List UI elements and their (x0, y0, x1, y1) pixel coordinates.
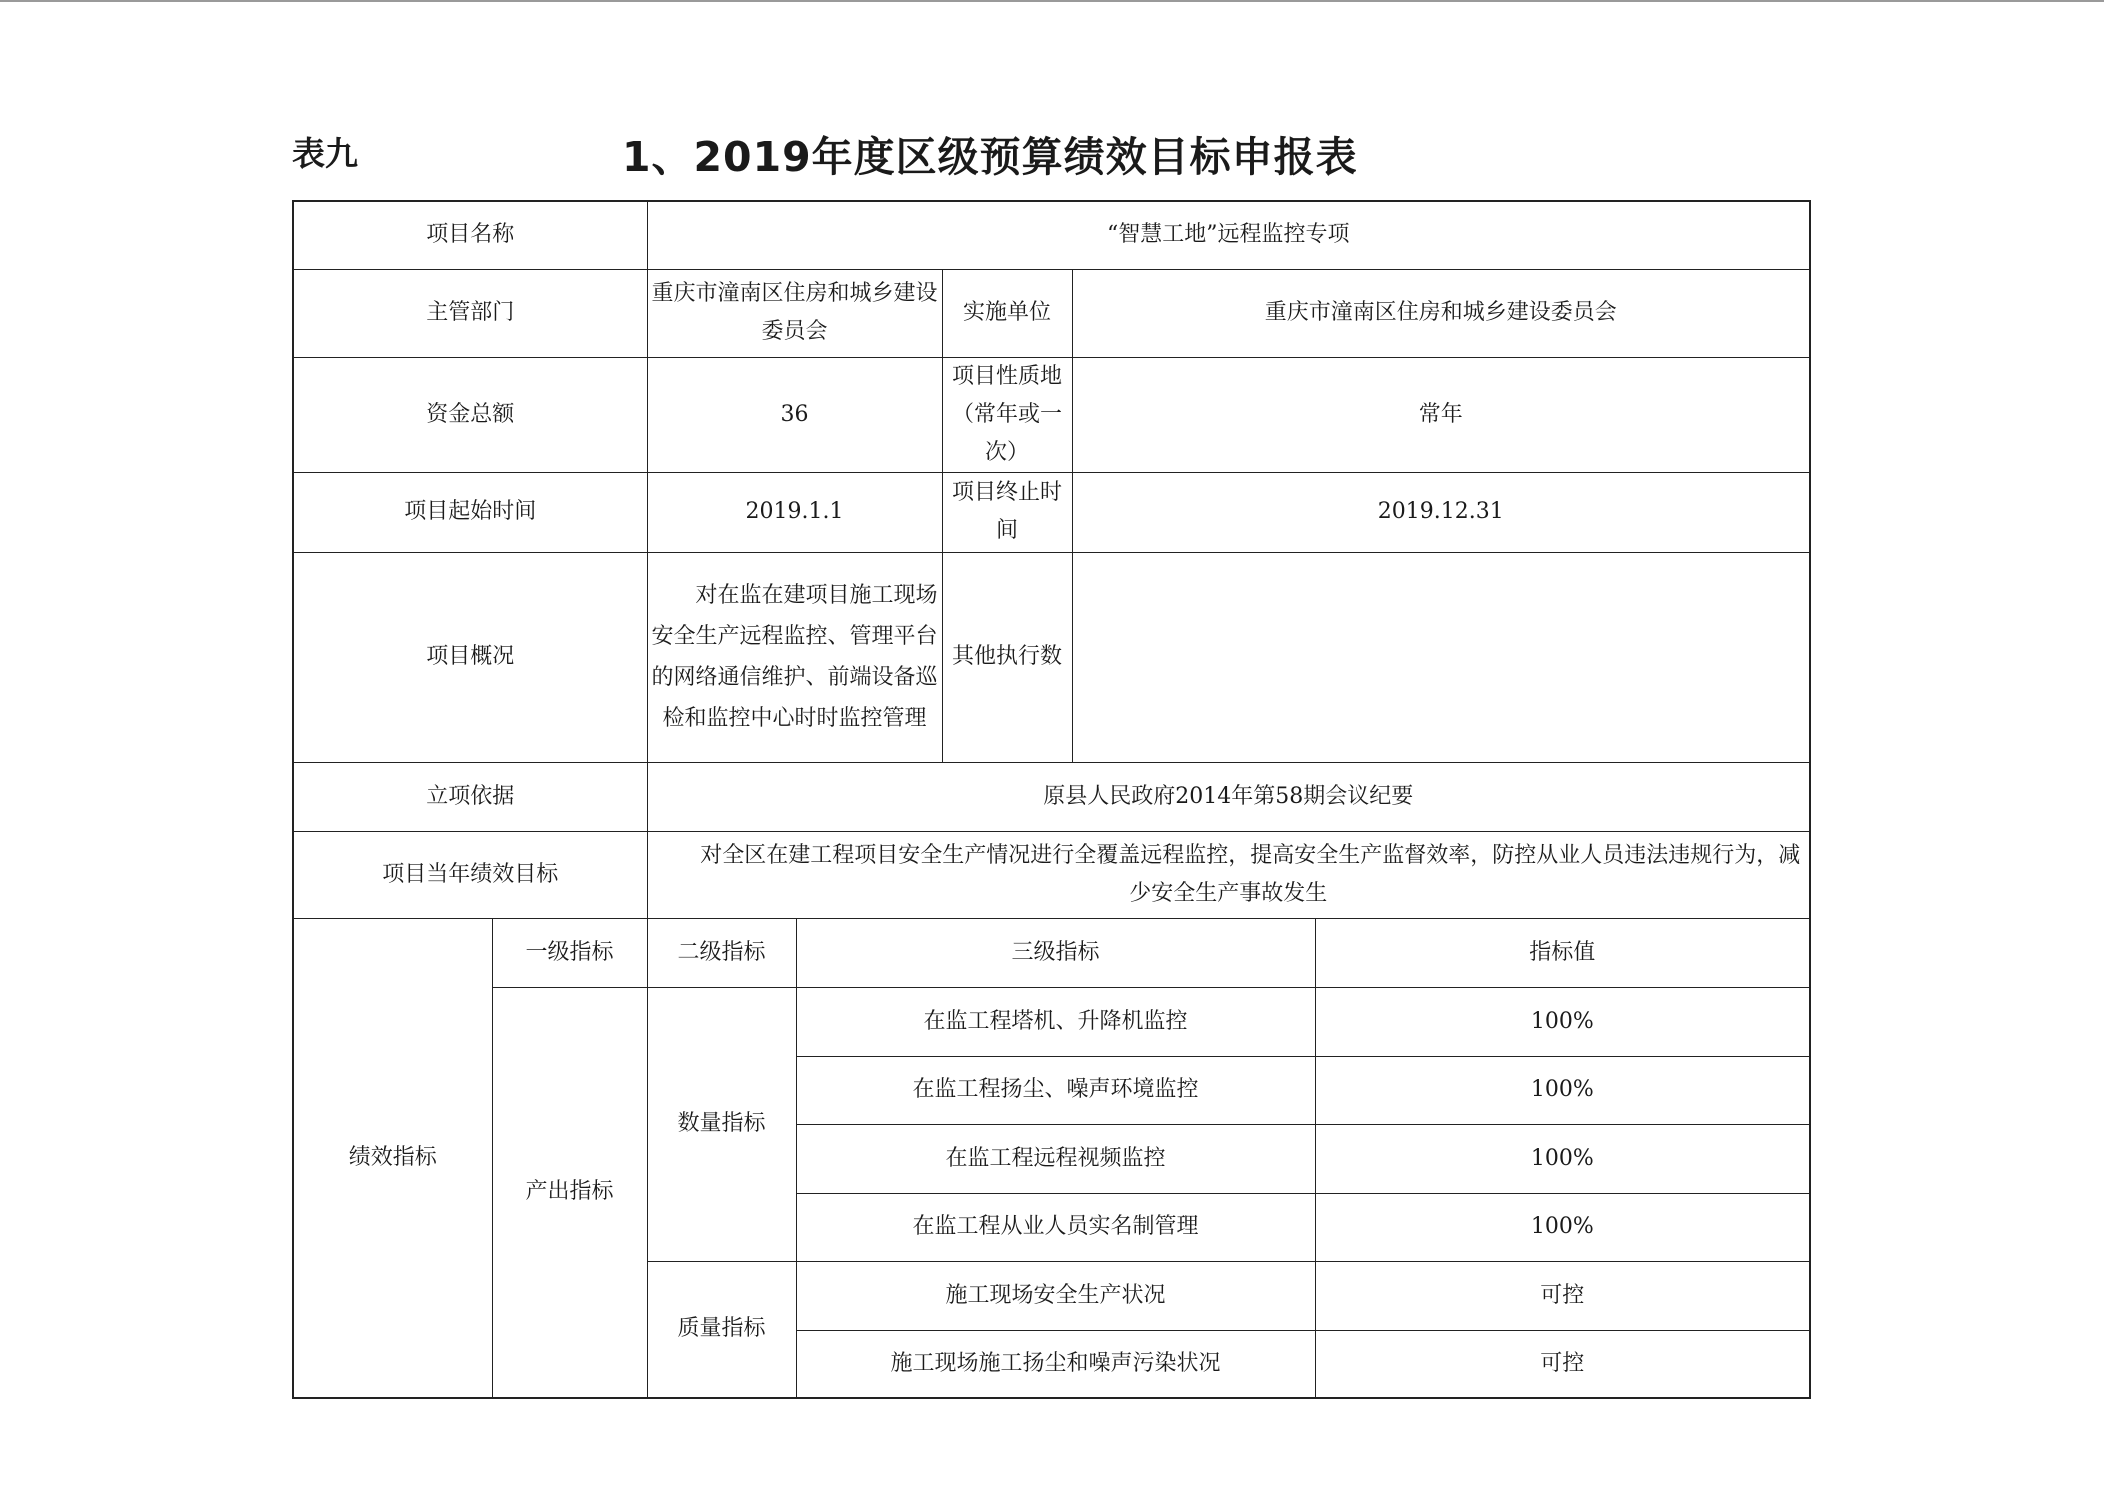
row-project-name (293, 201, 1810, 269)
row-basis (293, 762, 1810, 831)
end-label: 项目终止时间 (942, 472, 1072, 552)
indicator-value: 100% (1315, 987, 1810, 1056)
project-name-value: “智慧工地”远程监控专项 (647, 201, 1810, 269)
start-label: 项目起始时间 (293, 472, 647, 552)
indicator-value: 100% (1315, 1056, 1810, 1124)
level2-quality: 质量指标 (647, 1261, 796, 1398)
indicator-value: 可控 (1315, 1330, 1810, 1398)
level2-quantity: 数量指标 (647, 987, 796, 1261)
row-goal (293, 831, 1810, 918)
overview-label: 项目概况 (293, 552, 647, 762)
row-dept (293, 269, 1810, 357)
indicator-value: 可控 (1315, 1261, 1810, 1330)
level3-item: 在监工程远程视频监控 (796, 1124, 1315, 1193)
level3-item: 在监工程塔机、升降机监控 (796, 987, 1315, 1056)
nature-label: 项目性质地（常年或一次） (942, 357, 1072, 472)
dept-label: 主管部门 (293, 269, 647, 357)
indicator-row (293, 987, 1810, 1056)
other-exec-value (1072, 552, 1810, 762)
fund-value: 36 (647, 357, 942, 472)
indicator-section-label: 绩效指标 (293, 918, 492, 1398)
goal-value: 对全区在建工程项目安全生产情况进行全覆盖远程监控，提高安全生产监督效率，防控从业人员违法违规行为，减少安全生产事故发生 (647, 831, 1810, 918)
project-name-label: 项目名称 (293, 201, 647, 269)
header-value: 指标值 (1315, 918, 1810, 987)
budget-performance-form (292, 200, 1811, 1399)
header-level2: 二级指标 (647, 918, 796, 987)
row-fund (293, 357, 1810, 472)
indicator-value: 100% (1315, 1193, 1810, 1261)
level3-item: 施工现场施工扬尘和噪声污染状况 (796, 1330, 1315, 1398)
impl-unit-value: 重庆市潼南区住房和城乡建设委员会 (1072, 269, 1810, 357)
page-top-border (0, 0, 2104, 2)
impl-unit-label: 实施单位 (942, 269, 1072, 357)
level3-item: 在监工程扬尘、噪声环境监控 (796, 1056, 1315, 1124)
level1-output: 产出指标 (492, 987, 647, 1398)
dept-value: 重庆市潼南区住房和城乡建设委员会 (647, 269, 942, 357)
table-label: 表九 (292, 134, 358, 173)
basis-value: 原县人民政府2014年第58期会议纪要 (647, 762, 1810, 831)
fund-label: 资金总额 (293, 357, 647, 472)
basis-label: 立项依据 (293, 762, 647, 831)
end-value: 2019.12.31 (1072, 472, 1810, 552)
goal-label: 项目当年绩效目标 (293, 831, 647, 918)
row-overview (293, 552, 1810, 762)
document-title: 1、2019年度区级预算绩效目标申报表 (622, 133, 1358, 181)
header-level1: 一级指标 (492, 918, 647, 987)
nature-value: 常年 (1072, 357, 1810, 472)
header-level3: 三级指标 (796, 918, 1315, 987)
start-value: 2019.1.1 (647, 472, 942, 552)
row-period (293, 472, 1810, 552)
indicator-value: 100% (1315, 1124, 1810, 1193)
row-indicator-header (293, 918, 1810, 987)
level3-item: 在监工程从业人员实名制管理 (796, 1193, 1315, 1261)
other-exec-label: 其他执行数 (942, 552, 1072, 762)
overview-value: 对在监在建项目施工现场安全生产远程监控、管理平台的网络通信维护、前端设备巡检和监控中心时时监控管理 (647, 552, 942, 762)
level3-item: 施工现场安全生产状况 (796, 1261, 1315, 1330)
